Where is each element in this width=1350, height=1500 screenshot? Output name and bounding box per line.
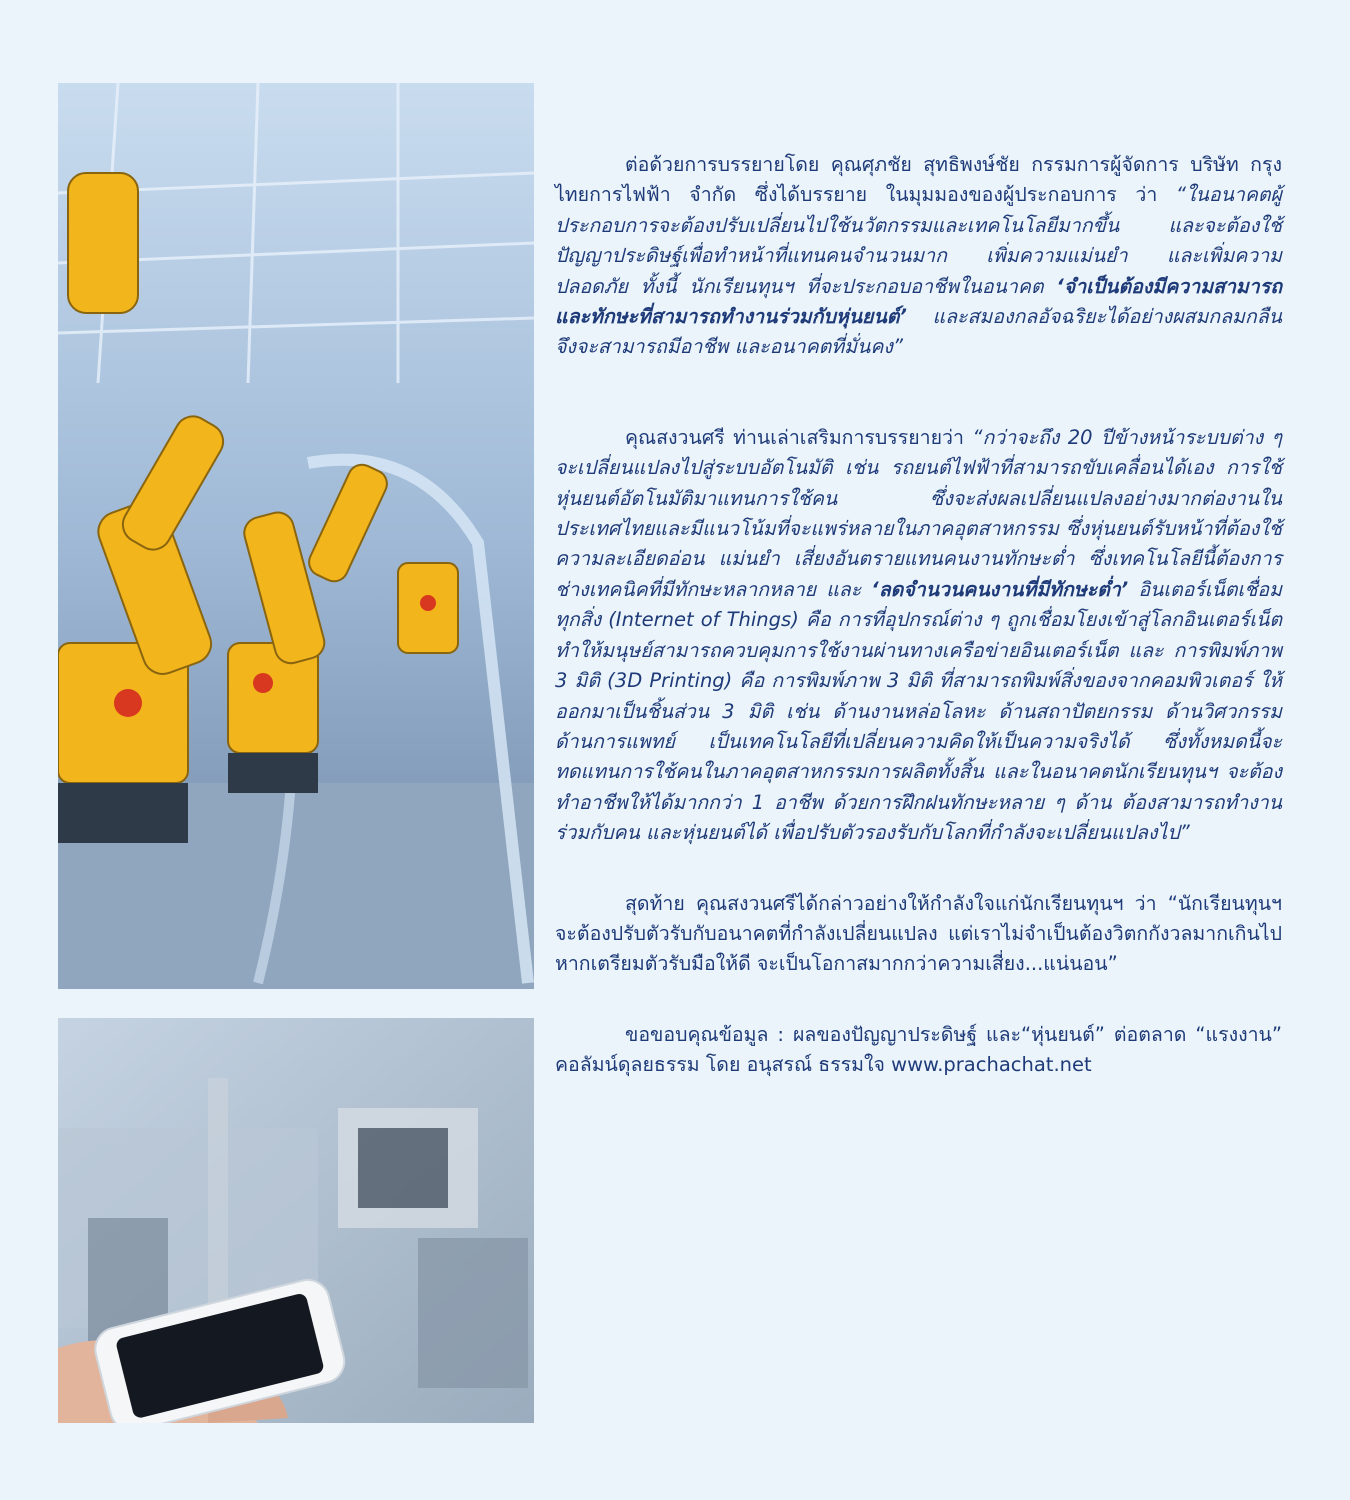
- paragraph-2-quote-start: “กว่าจะถึง 20 ปีข้างหน้าระบบต่าง ๆ จะเปลี่ยนแปลงไปสู่ระบบอัตโนมัติ เช่น รถยนต์ไฟฟ้าที่สามารถขับเคลื่อนได้เอง การใช้หุ่นยนต์อัตโนมัติมาแทนการใช้คน ซึ่งจะส่งผลเปลี่ยนแปลงอย่างมากต่องานในประเทศไทยและมีแนวโน้มที่จะแพร่หลายในภาคอุตสาหกรรม ซึ่งหุ่นยนต์รับหน้าที่ต้องใช้ความละเอียดอ่อน แม่นยำ เสี่ยงอันตรายแทนคนงานทักษะต่ำ ซึ่งเทคโนโลยีนี้ต้องการช่างเทคนิคที่มีทักษะหลากหลาย และ: [555, 425, 1283, 601]
- paragraph-2: [555, 423, 1282, 849]
- paragraph-1: [555, 150, 1282, 363]
- robot-factory-photo: [58, 83, 534, 989]
- paragraph-2-intro: คุณสงวนศรี ท่านเล่าเสริมการบรรยายว่า: [625, 425, 973, 449]
- credit-paragraph: [555, 1020, 1282, 1081]
- paragraph-1-quote-start: “ในอนาคตผู้ประกอบการจะต้องปรับเปลี่ยนไปใช้นวัตกรรมและเทคโนโลยีมากขึ้น และจะต้องใช้ปัญญาประดิษฐ์เพื่อทำหน้าที่แทนคนจำนวนมาก เพิ่มความแม่นยำ และเพิ่มความปลอดภัย ทั้งนี้ นักเรียนทุนฯ ที่จะประกอบอาชีพในอนาคต: [555, 183, 1282, 298]
- paragraph-1-intro: ต่อด้วยการบรรยายโดย คุณศุภชัย สุทธิพงษ์ชัย กรรมการผู้จัดการ บริษัท กรุงไทยการไฟฟ้า จำกัด ซึ่งได้บรรยาย ในมุมมองของผู้ประกอบการ ว่า: [555, 153, 1282, 207]
- paragraph-2-emphasis: ‘ลดจำนวนคนงานที่มีทักษะต่ำ’: [871, 577, 1129, 601]
- paragraph-2-quote-end: อินเตอร์เน็ตเชื่อมทุกสิ่ง (Internet of Things) คือ การที่อุปกรณ์ต่าง ๆ ถูกเชื่อมโยงเข้าสู่โลกอินเตอร์เน็ต ทำให้มนุษย์สามารถควบคุมการใช้งานผ่านทางเครือข่ายอินเตอร์เน็ต และ การพิมพ์ภาพ 3 มิติ (3D Printing) คือ การพิมพ์ภาพ 3 มิติ ที่สามารถพิมพ์สิ่งของจากคอมพิวเตอร์ ให้ออกมาเป็นชิ้นส่วน 3 มิติ เช่น ด้านงานหล่อโลหะ ด้านสถาปัตยกรรม ด้านวิศวกรรม ด้านการแพทย์ เป็นเทคโนโลยีที่เปลี่ยนความคิดให้เป็นความจริงได้ ซึ่งทั้งหมดนี้จะทดแทนการใช้คนในภาคอุตสาหกรรมการผลิตทั้งสิ้น และในอนาคตนักเรียนทุนฯ จะต้องทำอาชีพให้ได้มากกว่า 1 อาชีพ ด้วยการฝึกฝนทักษะหลาย ๆ ด้าน ต้องสามารถทำงานร่วมกับคน และหุ่นยนต์ได้ เพื่อปรับตัวรองรับกับโลกที่กำลังจะเปลี่ยนแปลงไป”: [555, 577, 1282, 845]
- phone-in-hand-photo: [58, 1018, 534, 1423]
- paragraph-3: [555, 889, 1282, 980]
- article-text-column: [555, 150, 1282, 1081]
- paragraph-1-emphasis: ‘จำเป็นต้องมีความสามารถ และทักษะที่สามารถทำงานร่วมกับหุ่นยนต์’: [555, 274, 1282, 329]
- credit-text: ขอขอบคุณข้อมูล : ผลของปัญญาประดิษฐ์ และ“หุ่นยนต์” ต่อตลาด “แรงงาน” คอลัมน์ดุลยธรรม โดย อนุสรณ์ ธรรมใจ www.prachachat.net: [555, 1022, 1282, 1077]
- paragraph-1-quote-end: และสมองกลอัจฉริยะได้อย่างผสมกลมกลืน จึงจะสามารถมีอาชีพ และอนาคตที่มั่นคง”: [555, 305, 1282, 359]
- paragraph-3-text: สุดท้าย คุณสงวนศรีได้กล่าวอย่างให้กำลังใจแก่นักเรียนทุนฯ ว่า “นักเรียนทุนฯ จะต้องปรับตัวรับกับอนาคตที่กำลังเปลี่ยนแปลง แต่เราไม่จำเป็นต้องวิตกกังวลมากเกินไป หากเตรียมตัวรับมือให้ดี จะเป็นโอกาสมากกว่าความเสี่ยง...แน่นอน”: [555, 891, 1282, 976]
